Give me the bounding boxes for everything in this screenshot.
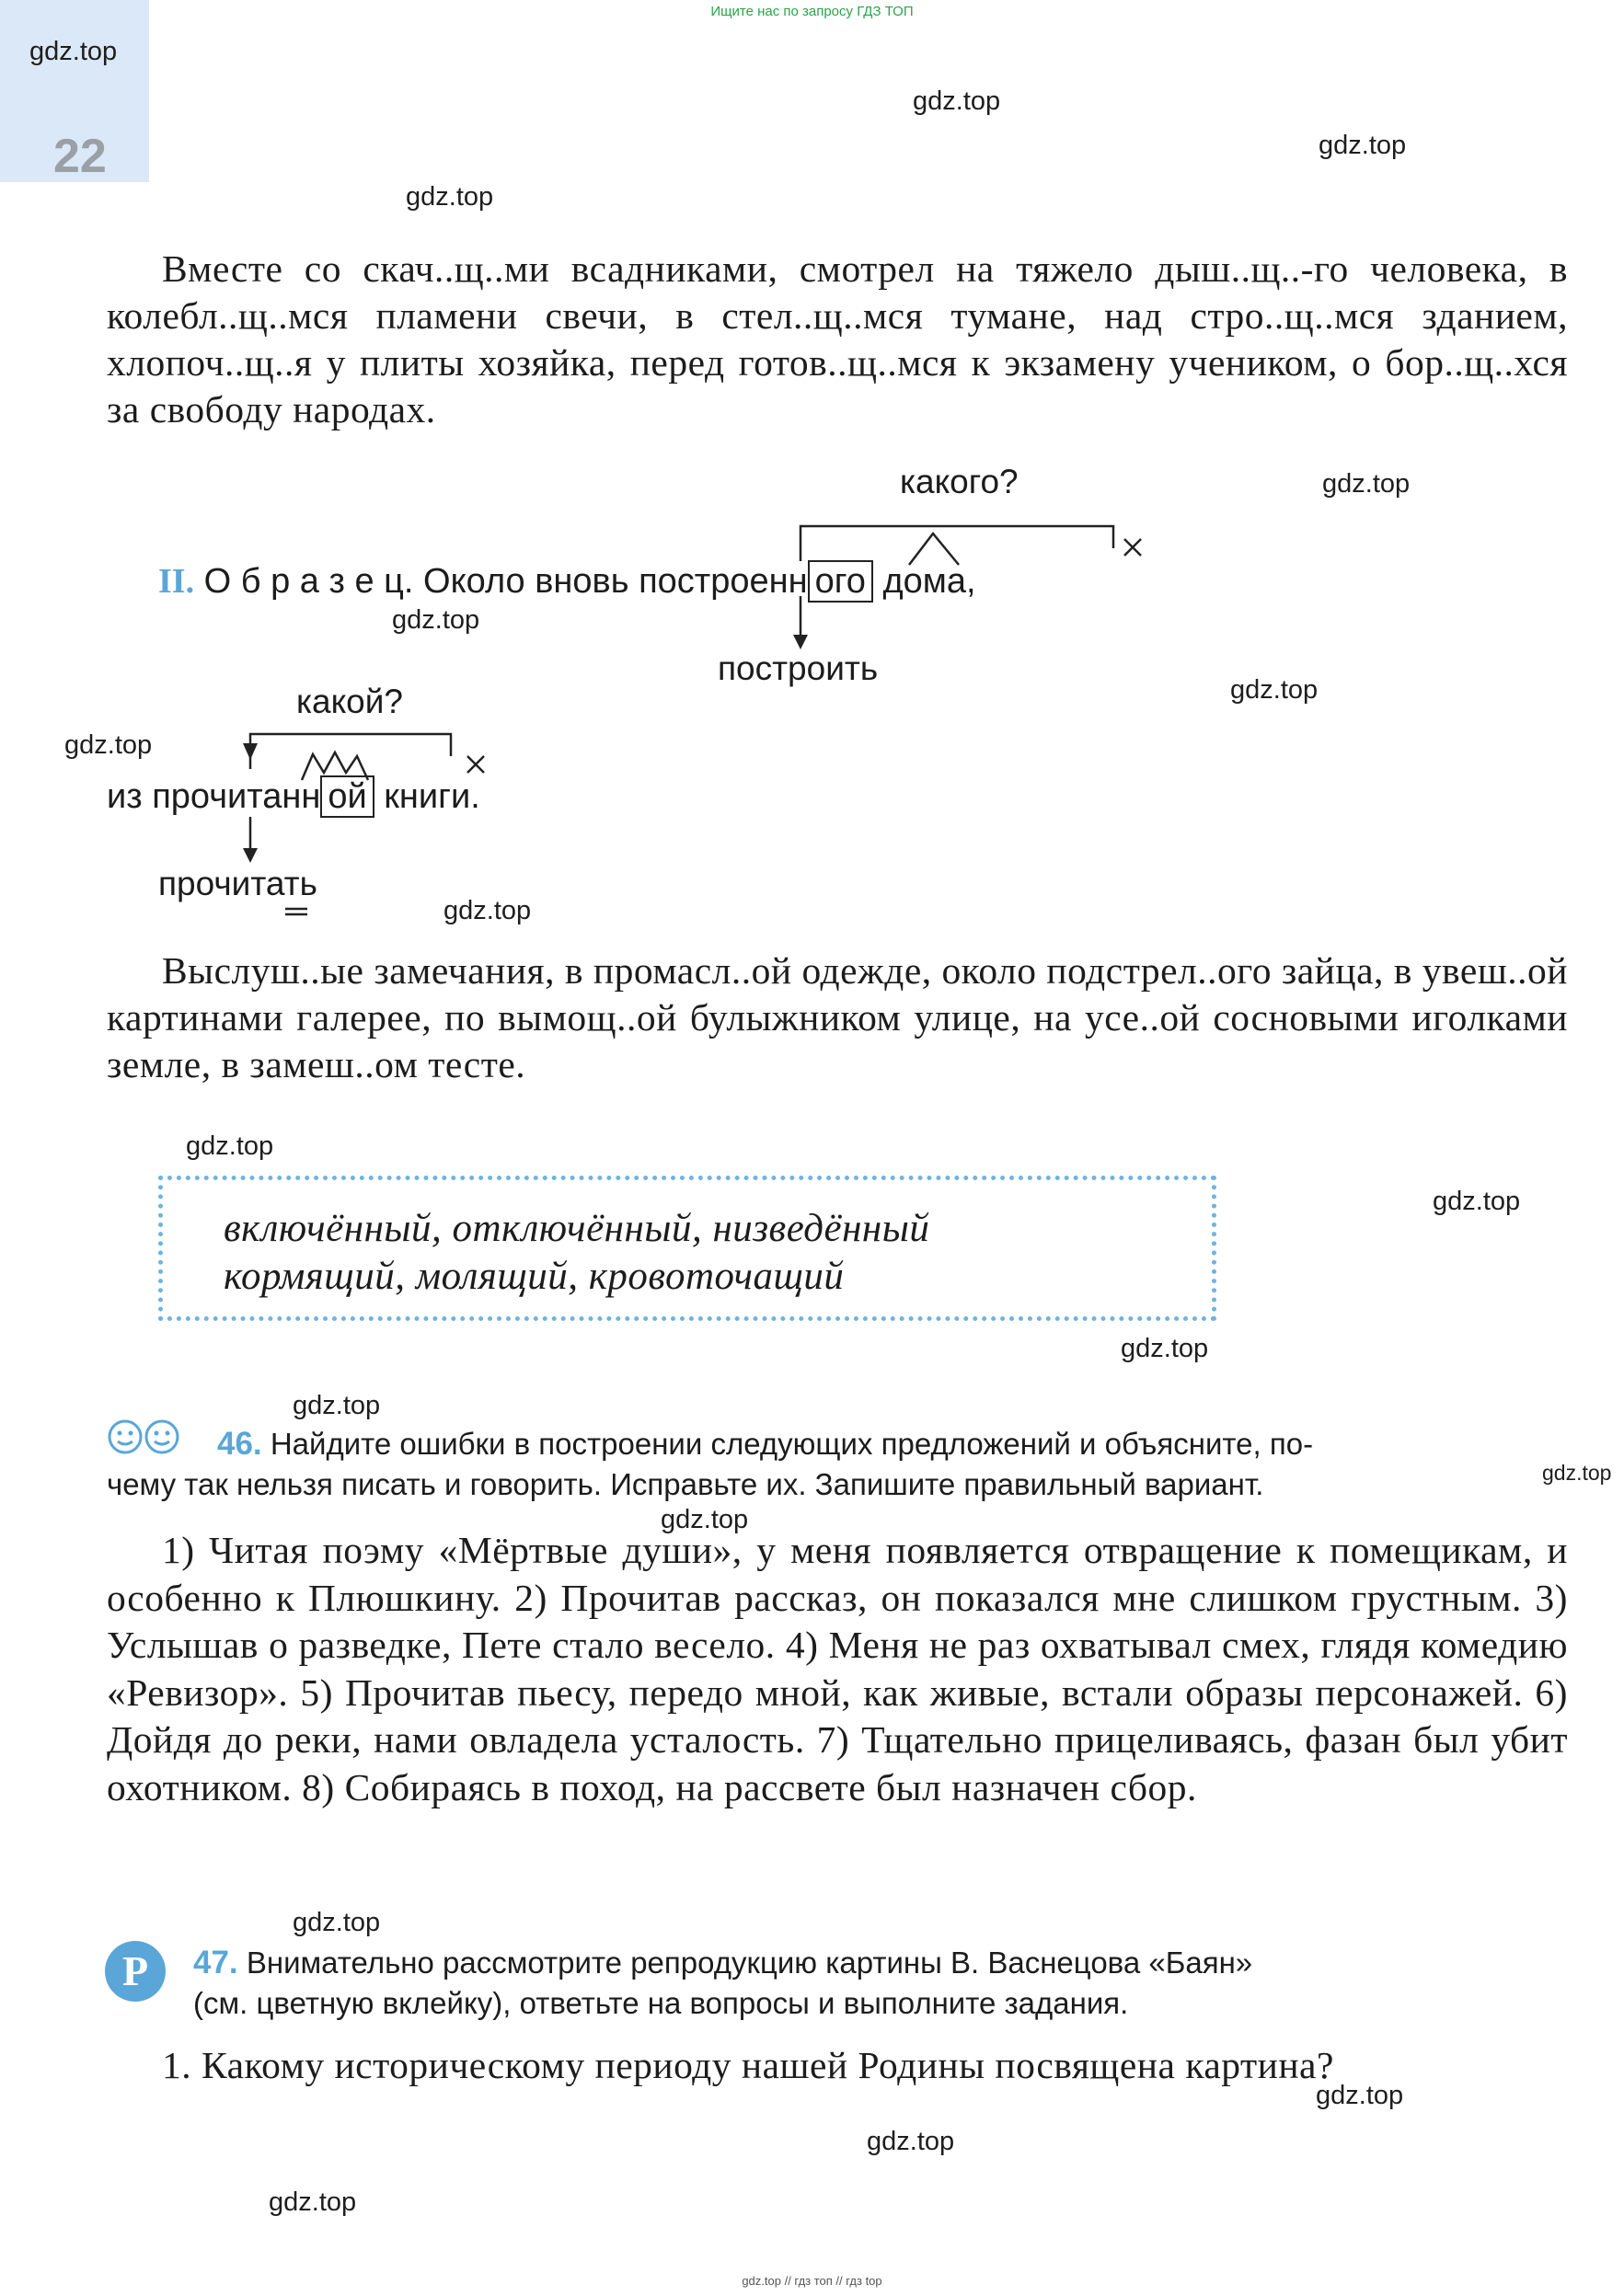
watermark: gdz.top bbox=[867, 2127, 955, 2156]
watermark: gdz.top bbox=[1121, 1334, 1209, 1363]
sample-row2-before: из прочитанн bbox=[107, 777, 321, 816]
sample-row2-question: какой? bbox=[296, 683, 404, 720]
watermark: gdz.top bbox=[443, 896, 532, 925]
sample-label: О б р а з е ц. bbox=[203, 562, 414, 601]
watermark: gdz.top bbox=[64, 730, 153, 760]
watermark: gdz.top bbox=[269, 2187, 357, 2217]
sample-diagram bbox=[0, 0, 1624, 929]
task-47-instruction-line-1: Внимательно рассмотрите репродукцию картины В. Васнецова «Баян» bbox=[246, 1946, 1253, 1980]
watermark: gdz.top bbox=[661, 1505, 749, 1534]
word-box-line-2: кормящий, молящий, кровоточащий bbox=[224, 1255, 845, 1298]
sample-row1-question: какого? bbox=[900, 463, 1019, 500]
bottom-banner: gdz.top // гдз топ // гдз top bbox=[742, 2274, 882, 2288]
sample-row1-after: дома, bbox=[882, 562, 976, 601]
word-box-line-1: включённый, отключённый, низведённый bbox=[224, 1207, 930, 1250]
watermark: gdz.top bbox=[1316, 2081, 1404, 2110]
task-47-instruction-1 bbox=[193, 1943, 1252, 1982]
task-47-instruction-line-2: (см. цветную вклейку), ответьте на вопросы и выполните задания. bbox=[193, 1986, 1129, 2020]
pair-work-icon bbox=[105, 1417, 197, 1463]
sample-row1-before: Около вновь построенн bbox=[423, 562, 808, 601]
top-banner: Ищите нас по запросу ГДЗ ТОП bbox=[710, 4, 914, 19]
sample-row2-after: книги. bbox=[384, 777, 480, 816]
watermark: gdz.top bbox=[1322, 469, 1411, 499]
row2-arrow-head bbox=[243, 848, 258, 863]
watermark: gdz.top bbox=[1433, 1187, 1521, 1216]
roman-numeral: II. bbox=[158, 562, 195, 601]
watermark: gdz.top bbox=[1230, 675, 1319, 705]
row2-ending-mark bbox=[302, 752, 368, 780]
task-46-text: 1) Читая поэму «Мёртвые души», у меня появляется отвращение к помещикам, и особенно к Плюшкину. 2) Прочитав рассказ, он показался мне слишком грустным. 3) Услышав о разведке, Пете стало весело. 4) Меня не раз охватывал смех, глядя комедию «Ревизор». 5) Прочитав пьесу, передо мной, как живые, встали образы персонажей. 6) Дойдя до реки, нами овладела усталость. 7) Тщательно прицеливаясь, фазан был убит охотником. 8) Собираясь в поход, на рассвете был назначен сбор. bbox=[107, 1529, 1568, 1808]
sample-row2-verb: прочитать bbox=[158, 865, 317, 902]
row1-bracket bbox=[800, 526, 1113, 561]
task-46-number: 46. bbox=[217, 1426, 262, 1462]
watermark: gdz.top bbox=[1319, 131, 1407, 160]
sample-row1-ending: ого bbox=[808, 560, 873, 603]
task-47-badge: Р bbox=[105, 1941, 166, 2002]
word-box bbox=[158, 1176, 1216, 1321]
watermark: gdz.top bbox=[186, 1131, 274, 1161]
watermark: gdz.top bbox=[293, 1391, 381, 1420]
task-47-question-1: 1. Какому историческому периоду нашей Родины посвящена картина? bbox=[162, 2044, 1334, 2086]
watermark: gdz.top bbox=[406, 182, 494, 212]
task-46-instruction-1 bbox=[217, 1424, 1313, 1464]
row1-arrow-head bbox=[793, 635, 808, 649]
sample-row2-ending: ой bbox=[320, 775, 374, 818]
task-46-instruction-line-1: Найдите ошибки в построении следующих предложений и объясните, по- bbox=[270, 1427, 1314, 1461]
watermark: gdz.top bbox=[913, 86, 1001, 116]
watermark: gdz.top bbox=[392, 605, 480, 635]
watermark: gdz.top bbox=[29, 37, 118, 66]
watermark: gdz.top bbox=[1542, 1461, 1612, 1485]
exercise-paragraph-2: Выслуш..ые замечания, в промасл..ой одежде, около подстрел..ого зайца, в увеш..ой картинами галерее, по вымощ..ой булыжником улице, на усе..ой сосновыми иголками земле, в замеш..ом тесте. bbox=[107, 949, 1568, 1085]
task-47-number: 47. bbox=[193, 1945, 238, 1980]
row2-bracket-arrow bbox=[243, 743, 258, 760]
watermark: gdz.top bbox=[293, 1908, 381, 1937]
sample-row1-verb: построить bbox=[718, 649, 879, 687]
page-number: 22 bbox=[53, 130, 107, 183]
row1-ending-mark bbox=[909, 534, 959, 565]
task-46-instruction-line-2: чему так нельзя писать и говорить. Исправьте их. Запишите правильный вариант. bbox=[107, 1467, 1264, 1501]
exercise-paragraph-1: Вместе со скач..щ..ми всадниками, смотрел на тяжело дыш..щ..-го человека, в колебл..щ..мся пламени свечи, в стел..щ..мся тумане, над стро..щ..мся зданием, хлопоч..щ..я у плиты хозяйка, перед готов..щ..мся к экзамену учеником, о бор..щ..хся за свободу народах. bbox=[107, 247, 1568, 430]
